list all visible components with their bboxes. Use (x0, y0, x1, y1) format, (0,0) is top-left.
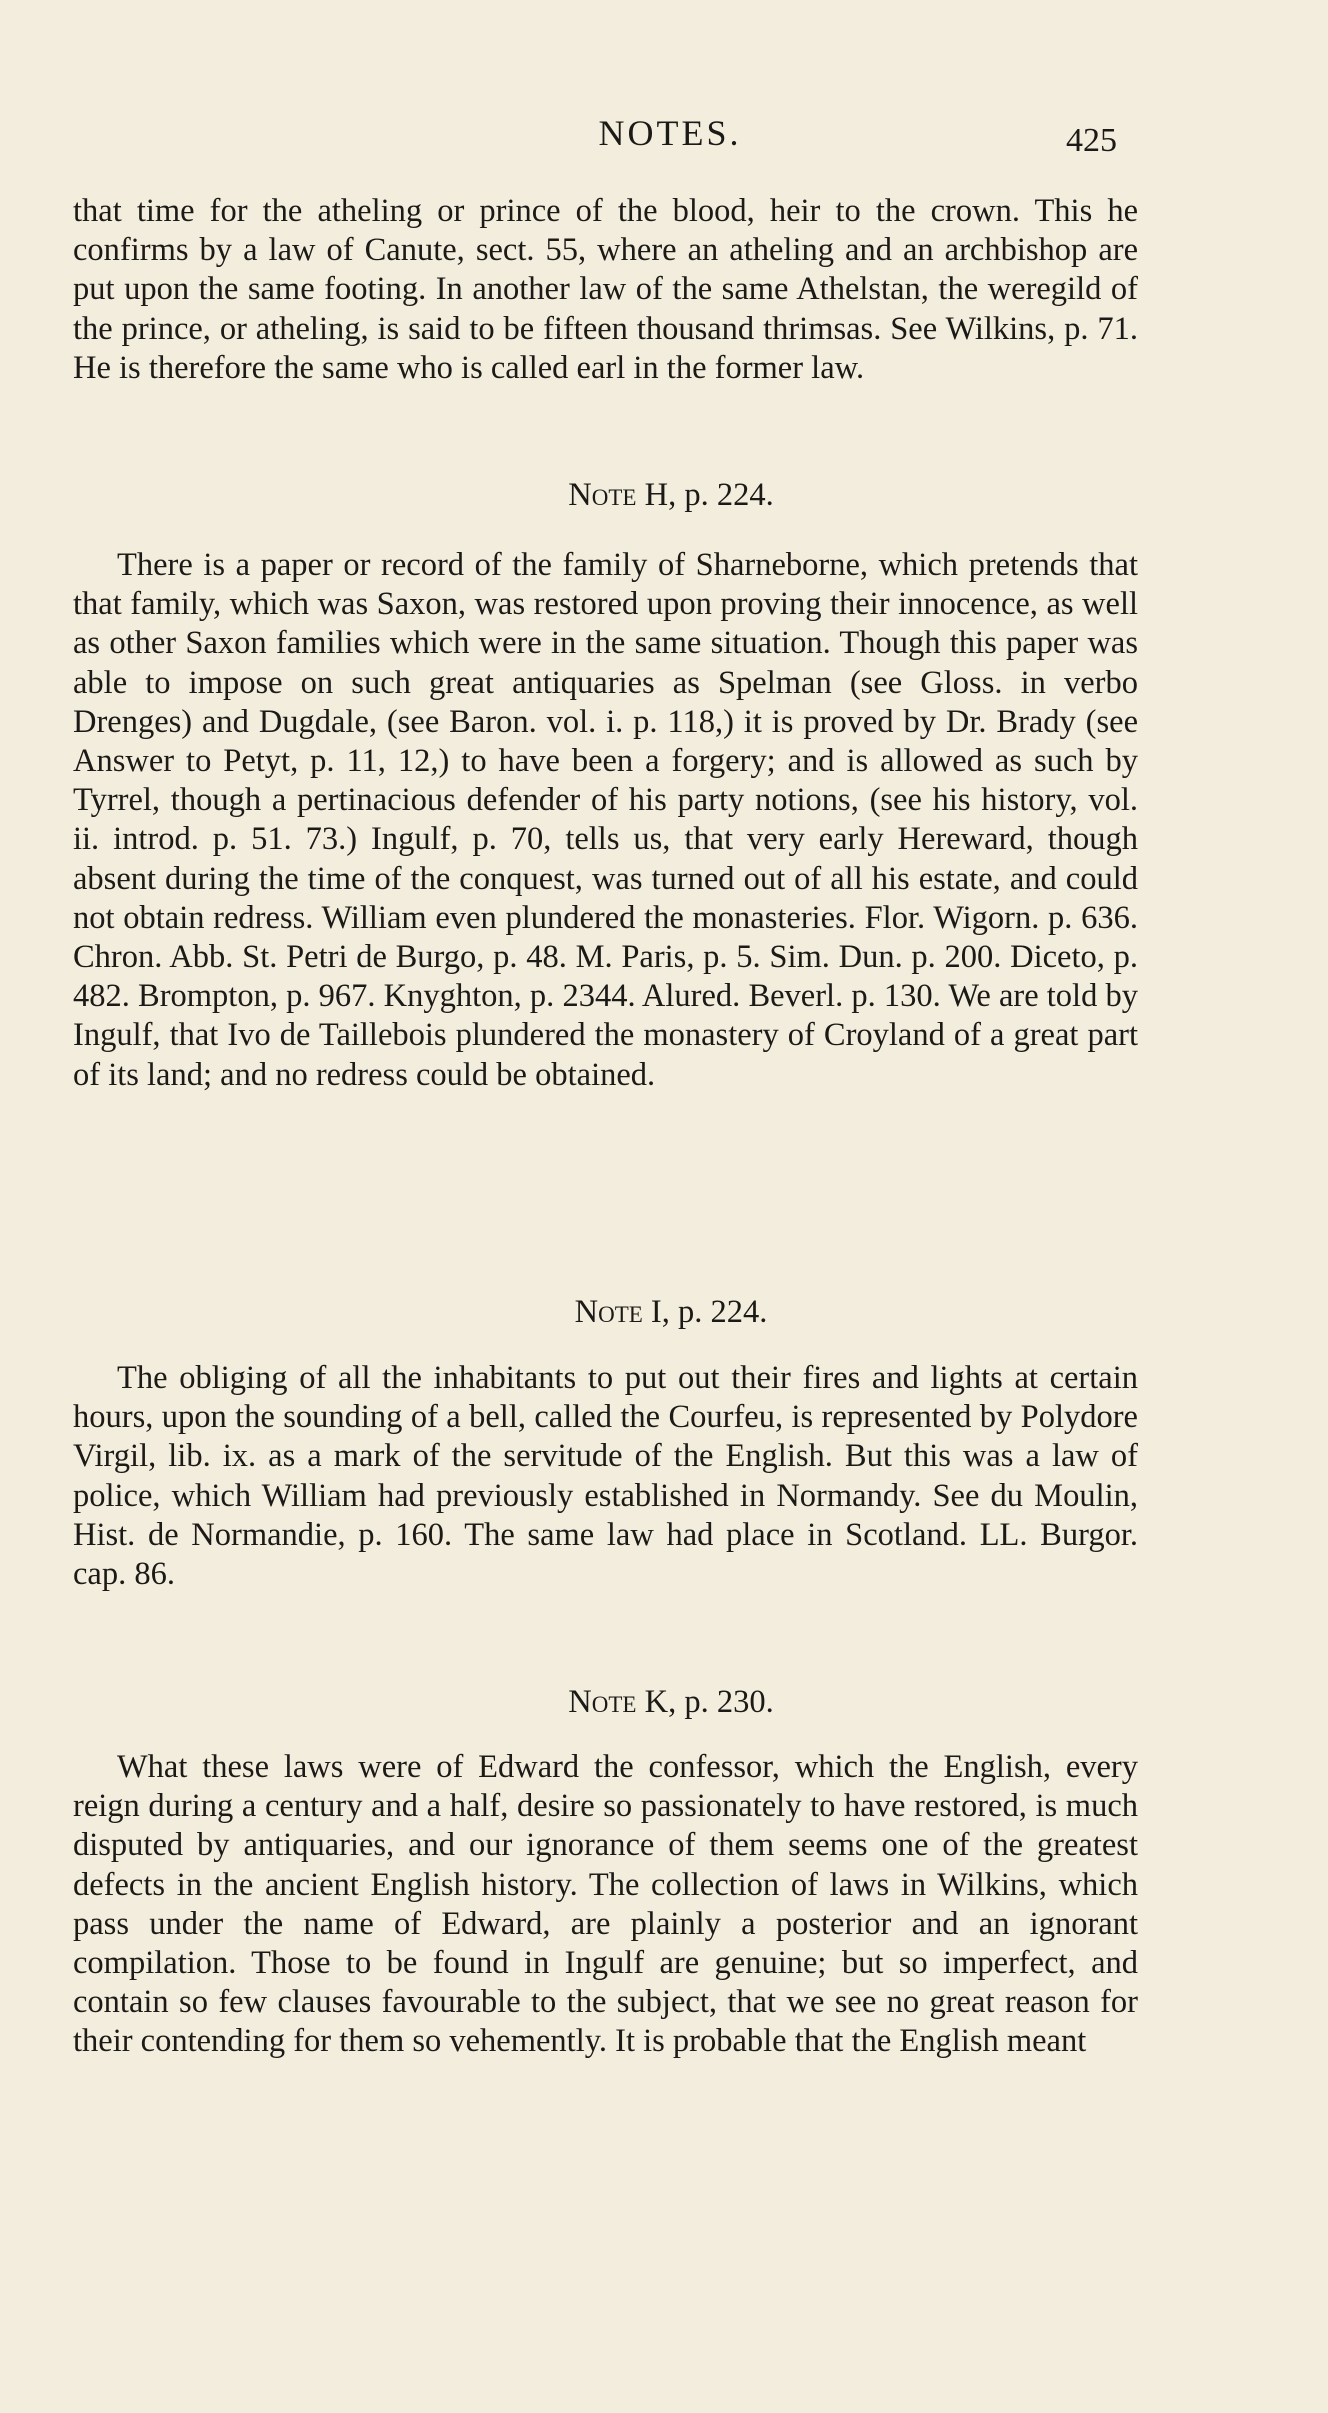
note-paragraph: The obliging of all the inhabitants to put out their fires and lights at certain hours, upon the sounding of a bell, called the Courfeu, is represented by Polydore Virgil, lib. ix. as a mark of the servitude of the English. But this was a law of police, which William had previously established in Normandy. See du Moulin, Hist. de Normandie, p. 160. The same law had place in Scotland. LL. Burgor. cap. 86. (73, 1360, 1138, 1593)
opening-paragraph-block (73, 192, 1138, 388)
note-heading-i (0, 1294, 1328, 1331)
note-paragraph: What these laws were of Edward the confessor, which the English, every reign during a century and a half, desire so passionately to have restored, is much disputed by antiquaries, and our ignorance of them seems one of the greatest defects in the ancient English history. The collection of laws in Wilkins, which pass under the name of Edward, are plainly a posterior and an ignorant compilation. Those to be found in Ingulf are genuine; but so imperfect, and contain so few clauses favourable to the subject, that we see no great reason for their contending for them so vehemently. It is probable that the English meant (73, 1749, 1138, 2060)
note-body-h (73, 546, 1138, 1095)
page-number: 425 (1066, 122, 1117, 159)
note-label: Note (568, 477, 637, 513)
note-paragraph: There is a paper or record of the family of Sharneborne, which pretends that that family, which was Saxon, was restored upon proving their innocence, as well as other Saxon families which were in the same situation. Though this paper was able to impose on such great antiquaries as Spelman (see Gloss. in verbo Drenges) and Dugdale, (see Baron. vol. i. p. 118,) it is proved by Dr. Brady (see Answer to Petyt, p. 11, 12,) to have been a forgery; and is allowed as such by Tyrrel, though a pertinacious defender of his party notions, (see his history, vol. ii. introd. p. 51. 73.) Ingulf, p. 70, tells us, that very early Hereward, though absent during the time of the conquest, was turned out of all his estate, and could not obtain redress. William even plundered the monasteries. Flor. Wigorn. p. 636. Chron. Abb. St. Petri de Burgo, p. 48. M. Paris, p. 5. Sim. Dun. p. 200. Diceto, p. 482. Brompton, p. 967. Knyghton, p. 2344. Alured. Beverl. p. 130. We are told by Ingulf, that Ivo de Taillebois plundered the monastery of Croyland of a great part of its land; and no redress could be obtained. (73, 547, 1138, 1093)
note-heading-h (0, 477, 1328, 514)
note-body-i (73, 1359, 1138, 1594)
note-label: Note (568, 1684, 637, 1720)
note-body-k (73, 1748, 1138, 2062)
note-reference: H, p. 224. (644, 477, 774, 513)
note-reference: I, p. 224. (650, 1294, 768, 1330)
opening-paragraph: that time for the atheling or prince of the blood, heir to the crown. This he confirms by a law of Canute, sect. 55, where an atheling and an archbishop are put upon the same footing. In another law of the same Athelstan, the weregild of the prince, or atheling, is said to be fifteen thousand thrimsas. See Wilkins, p. 71. He is therefore the same who is called earl in the former law. (73, 193, 1138, 386)
note-label: Note (574, 1294, 643, 1330)
running-head-title: NOTES. (598, 113, 742, 153)
note-reference: K, p. 230. (644, 1684, 774, 1720)
note-heading-k (0, 1684, 1328, 1721)
